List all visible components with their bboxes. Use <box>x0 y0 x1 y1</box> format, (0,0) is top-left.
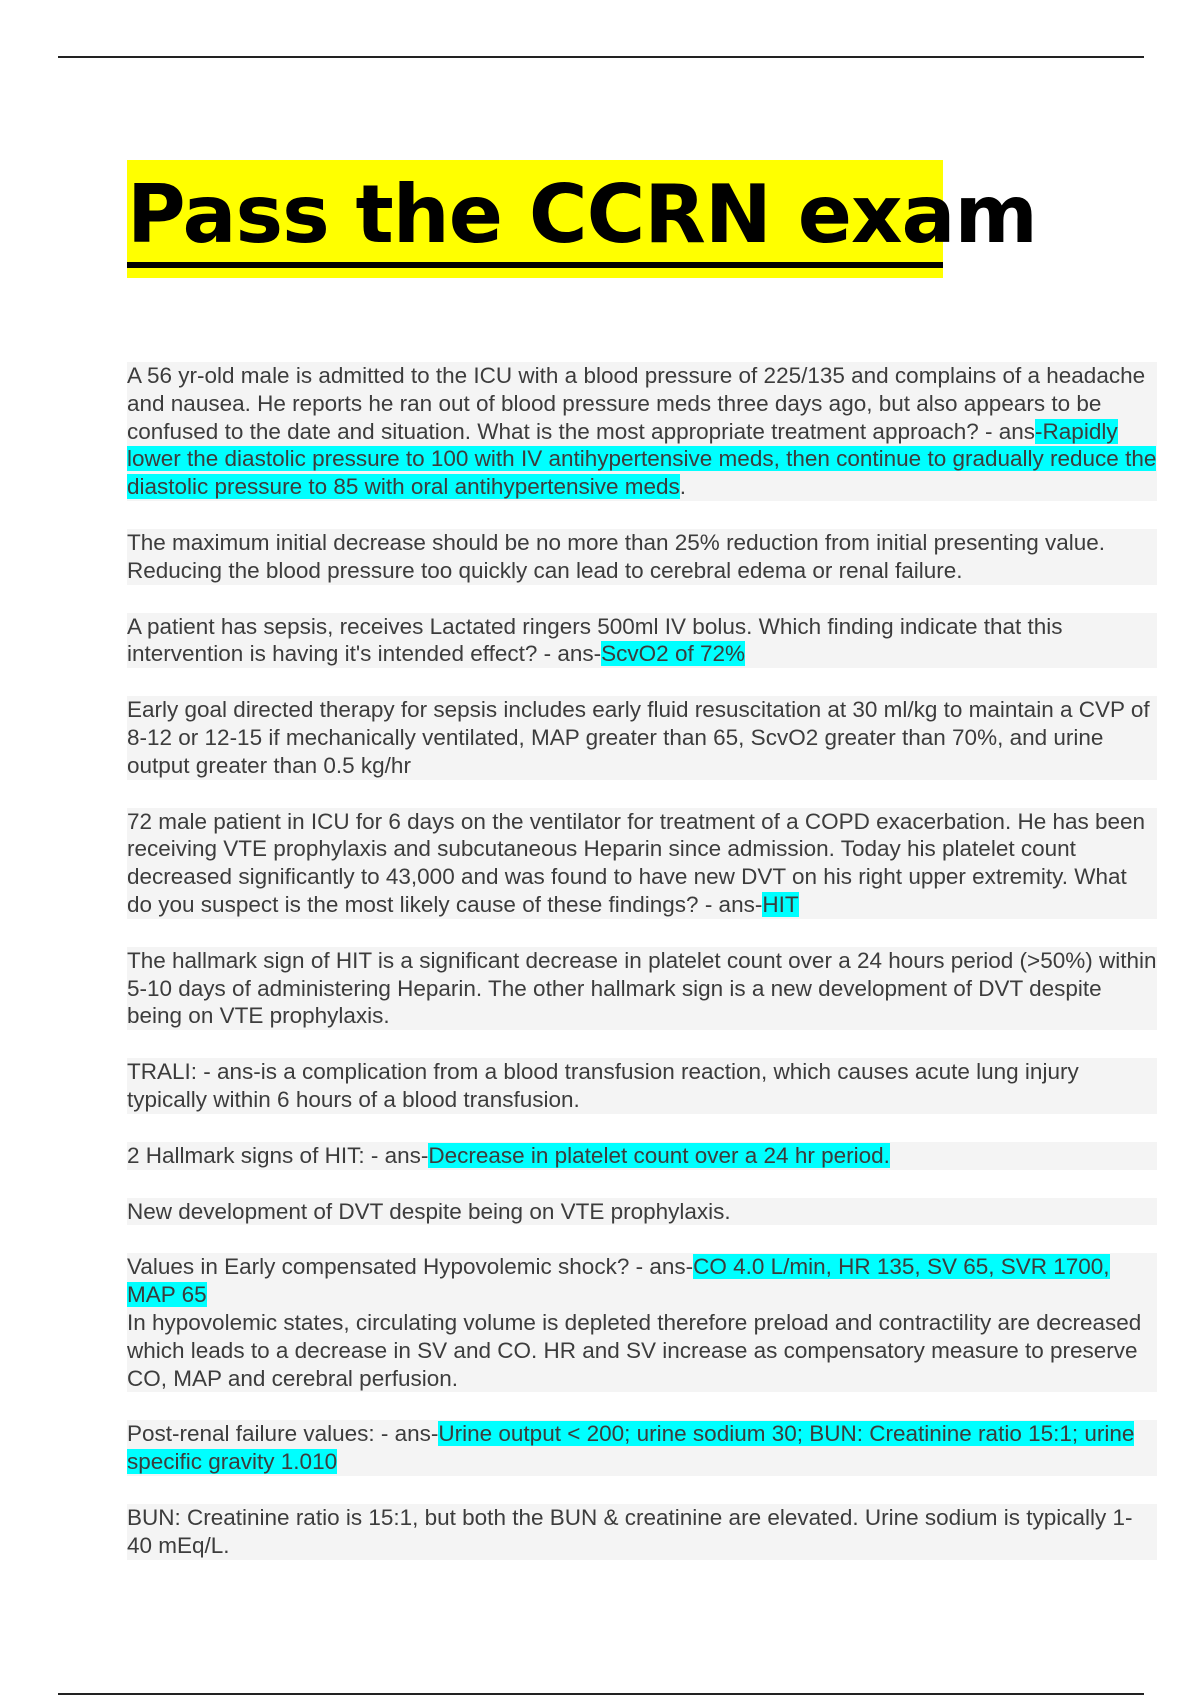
top-rule <box>58 56 1144 58</box>
question-text: 72 male patient in ICU for 6 days on the ventilator for treatment of a COPD exacerbation. He has been receiving VTE prophylaxis and subcutaneous Heparin since admission. Today his platelet count decreased significantly to 43,000 and was found to have new DVT on his right upper extremity. What do you suspect is the most likely cause of these findings? - ans- <box>127 808 1146 917</box>
bottom-rule <box>58 1693 1144 1695</box>
answer-highlight: CO 4.0 L/min, HR 135, SV 65, SVR 1700, MAP 65 <box>127 1254 1110 1308</box>
question-text: 2 Hallmark signs of HIT: - ans- <box>127 1142 429 1168</box>
question-text: A patient has sepsis, receives Lactated ringers 500ml IV bolus. Which finding indicate that this intervention is having it's intended effect? - ans- <box>127 613 1063 667</box>
explanation-paragraph: New development of DVT despite being on VTE prophylaxis. <box>127 1198 1157 1226</box>
answer-highlight: HIT <box>762 891 799 917</box>
qa-item-trali: TRALI: - ans-is a complication from a blood transfusion reaction, which causes acute lung injury typically within 6 hours of a blood transfusion. <box>127 1058 1157 1114</box>
answer-highlight: Decrease in platelet count over a 24 hr period. <box>428 1142 890 1168</box>
explanation-paragraph: The hallmark sign of HIT is a significant decrease in platelet count over a 24 hours period (>50%) within 5-10 days of administering Heparin. The other hallmark sign is a new development of DVT despite being on VTE prophylaxis. <box>127 947 1157 1029</box>
qa-item-6 <box>127 1420 1157 1476</box>
question-text: Values in Early compensated Hypovolemic shock? - ans- <box>127 1254 694 1280</box>
answer-highlight: ScvO2 of 72% <box>601 641 745 667</box>
question-text: A 56 yr-old male is admitted to the ICU with a blood pressure of 225/135 and complains of a headache and nausea. He reports he ran out of blood pressure meds three days ago, but also appears to be confused to the date and situation. What is the most appropriate treatment approach? - ans <box>127 363 1146 444</box>
answer-highlight: Urine output < 200; urine sodium 30; BUN: Creatinine ratio 15:1; urine specific gravity 1.010 <box>127 1421 1135 1475</box>
explanation-paragraph: BUN: Creatinine ratio is 15:1, but both the BUN & creatinine are elevated. Urine sodium is typically 1-40 mEq/L. <box>127 1504 1157 1560</box>
qa-item-3 <box>127 808 1157 919</box>
qa-item-4 <box>127 1142 1157 1170</box>
title-banner <box>127 160 1037 278</box>
title-underline <box>127 262 943 268</box>
qa-item-2 <box>127 613 1157 669</box>
explanation-paragraph: The maximum initial decrease should be no more than 25% reduction from initial presenting value. Reducing the blood pressure too quickly can lead to cerebral edema or renal failure. <box>127 529 1157 585</box>
answer-trailing: . <box>679 474 687 500</box>
document-body <box>127 362 1157 1588</box>
question-text: Post-renal failure values: - ans- <box>127 1421 439 1447</box>
explanation-paragraph: In hypovolemic states, circulating volume is depleted therefore preload and contractility are decreased which leads to a decrease in SV and CO. HR and SV increase as compensatory measure to preserve CO, MAP and cerebral perfusion. <box>127 1309 1157 1392</box>
qa-item-1 <box>127 362 1157 501</box>
page-title: Pass the CCRN exam <box>127 168 1037 261</box>
explanation-paragraph: Early goal directed therapy for sepsis includes early fluid resuscitation at 30 ml/kg to maintain a CVP of 8-12 or 12-15 if mechanically ventilated, MAP greater than 65, ScvO2 greater than 70%, and urine output greater than 0.5 kg/hr <box>127 696 1157 779</box>
qa-item-5 <box>127 1253 1157 1309</box>
answer-highlight: -Rapidly lower the diastolic pressure to 100 with IV antihypertensive meds, then continue to gradually reduce the diastolic pressure to 85 with oral antihypertensive meds <box>127 418 1157 500</box>
